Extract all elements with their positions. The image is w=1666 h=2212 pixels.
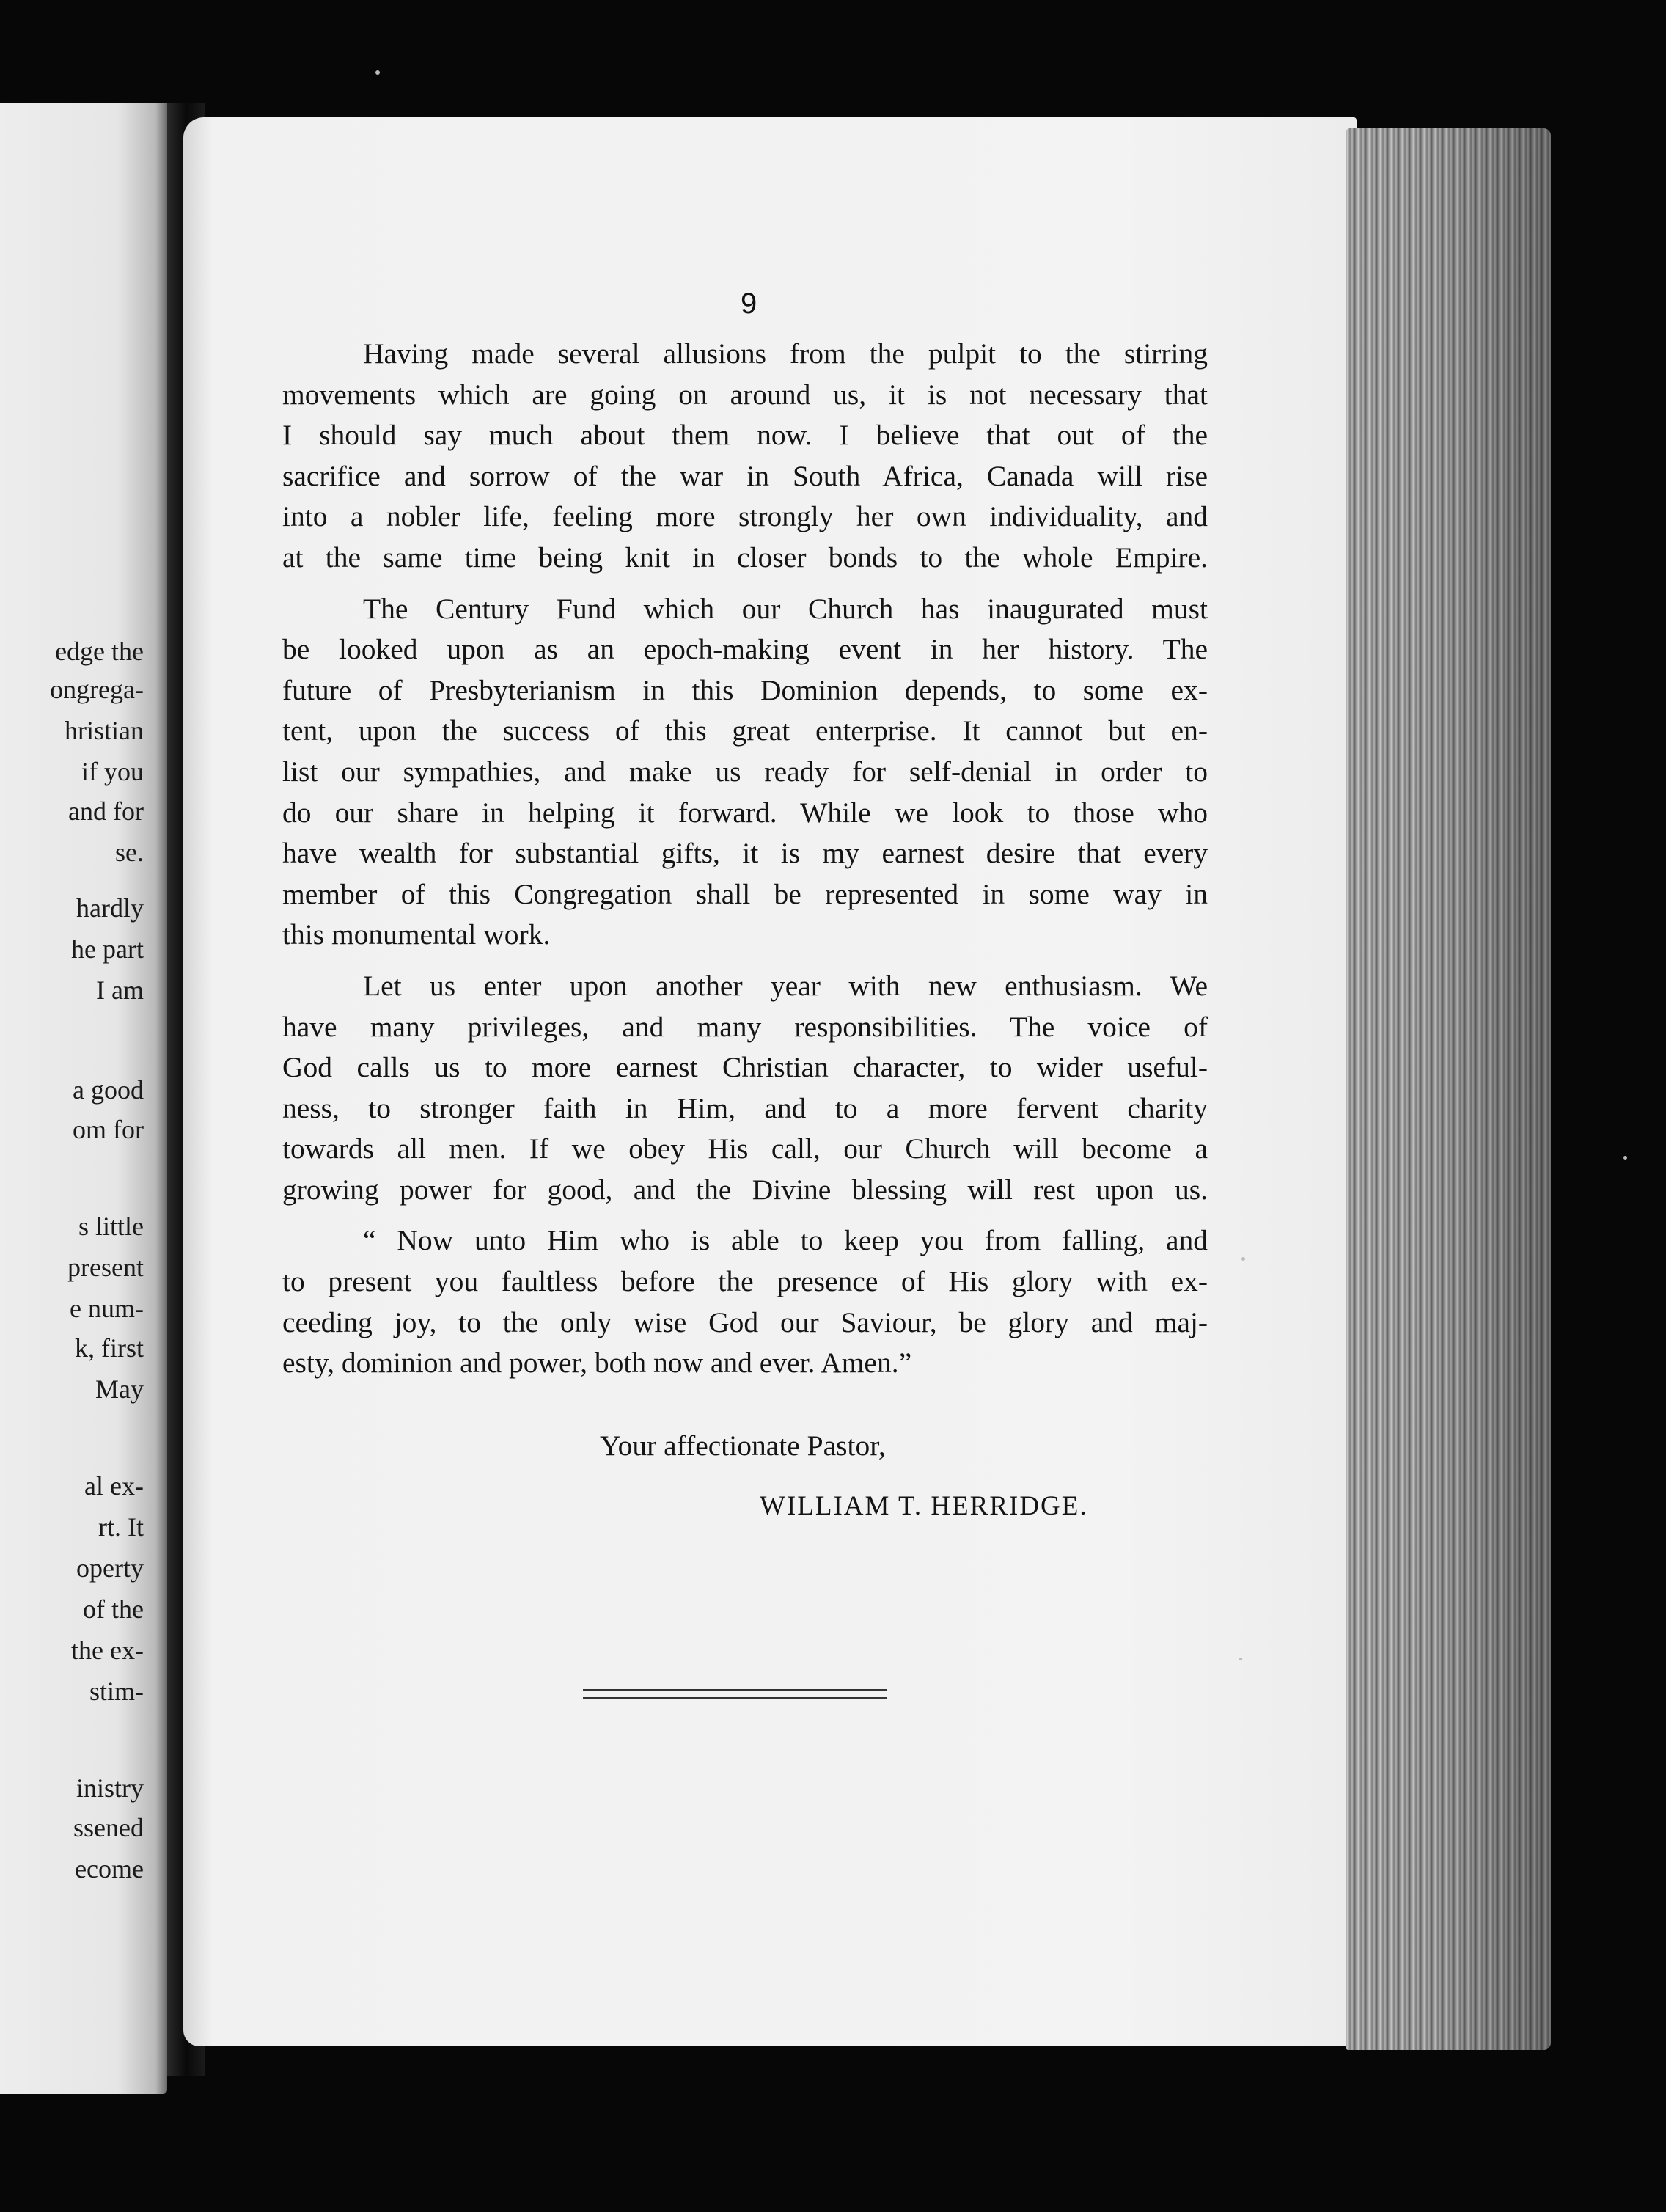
text-line: esty, dominion and power, both now and ever. Amen.”	[282, 1347, 912, 1380]
left-page-line: and for	[68, 796, 144, 826]
speck	[1623, 1156, 1627, 1160]
left-page-line: May	[95, 1374, 144, 1404]
paragraph-war	[282, 334, 1208, 579]
speck	[1241, 1257, 1245, 1261]
left-page-line: if you	[81, 757, 144, 786]
double-rule-top	[583, 1689, 887, 1691]
left-page-line: of the	[83, 1594, 144, 1624]
text-line: sacrifice and sorrow of the war in South Africa, Canada will rise	[282, 459, 1208, 492]
text-line: Let us enter upon another year with new enthusiasm. We	[363, 969, 1208, 1002]
text-line: be looked upon as an epoch-making event in her history. The	[282, 633, 1208, 666]
left-page-line: om for	[73, 1115, 144, 1144]
text-line: list our sympathies, and make us ready for self-denial in order to	[282, 755, 1208, 788]
left-page-line: a good	[73, 1075, 144, 1105]
text-line: do our share in helping it forward. While we look to those who	[282, 796, 1208, 829]
left-page-line: I am	[96, 975, 144, 1005]
paragraph-new-year	[282, 966, 1208, 1211]
page-number: 9	[741, 288, 757, 320]
left-page-line: the ex-	[71, 1636, 144, 1665]
text-line: to present you faultless before the presence of His glory with ex-	[282, 1265, 1208, 1298]
text-line: this monumental work.	[282, 918, 551, 951]
text-line: ceeding joy, to the only wise God our Saviour, be glory and maj-	[282, 1305, 1208, 1338]
text-line: Having made several allusions from the pulpit to the stirring	[363, 337, 1208, 370]
left-page-line: ssened	[73, 1813, 144, 1842]
left-page-line: k, first	[75, 1333, 144, 1363]
letter-body	[282, 334, 1208, 1394]
left-page-line: ecome	[75, 1854, 144, 1883]
left-page-line: ongrega-	[50, 675, 144, 704]
paragraph-doxology	[282, 1220, 1208, 1383]
closing-line: Your affectionate Pastor,	[600, 1429, 886, 1462]
paragraph-century-fund	[282, 589, 1208, 956]
left-page-line: s little	[78, 1212, 144, 1241]
left-page-line: present	[67, 1253, 144, 1282]
text-line: tent, upon the success of this great enterprise. It cannot but en-	[282, 714, 1208, 747]
text-line: have many privileges, and many responsibilities. The voice of	[282, 1010, 1208, 1043]
signature-name: WILLIAM T. HERRIDGE.	[760, 1491, 1088, 1521]
text-line: God calls us to more earnest Christian character, to wider useful-	[282, 1051, 1208, 1084]
text-line: I should say much about them now. I believe that out of the	[282, 419, 1208, 452]
left-page-line: rt. It	[98, 1512, 144, 1542]
left-page-line: al ex-	[84, 1471, 144, 1501]
left-page-line: se.	[115, 838, 144, 867]
left-page-line: hristian	[65, 716, 144, 745]
left-page-line: stim-	[89, 1677, 144, 1706]
left-page-line: edge the	[55, 637, 144, 666]
text-line: movements which are going on around us, it is not necessary that	[282, 378, 1208, 411]
left-page-line: inistry	[76, 1773, 144, 1803]
text-line: “ Now unto Him who is able to keep you from falling, and	[363, 1224, 1208, 1257]
left-page-line: he part	[71, 934, 144, 964]
text-line: ness, to stronger faith in Him, and to a more fervent charity	[282, 1091, 1208, 1124]
left-page-line: hardly	[76, 893, 144, 923]
speck	[1239, 1658, 1242, 1660]
left-page-line: operty	[76, 1553, 144, 1583]
text-line: into a nobler life, feeling more strongly her own individuality, and	[282, 500, 1208, 533]
double-rule-bottom	[583, 1697, 887, 1699]
text-line: future of Presbyterianism in this Dominion depends, to some ex-	[282, 673, 1208, 706]
text-line: have wealth for substantial gifts, it is my earnest desire that every	[282, 837, 1208, 870]
left-page-line: e num-	[70, 1294, 144, 1323]
text-line: growing power for good, and the Divine blessing will rest upon us.	[282, 1173, 1208, 1206]
speck	[375, 70, 380, 75]
text-line: The Century Fund which our Church has inaugurated must	[363, 592, 1208, 625]
text-line: member of this Congregation shall be represented in some way in	[282, 877, 1208, 910]
page-edges-shadow	[1346, 128, 1551, 2050]
left-page-fragment	[0, 103, 167, 2094]
text-line: towards all men. If we obey His call, our Church will become a	[282, 1132, 1208, 1165]
text-line: at the same time being knit in closer bonds to the whole Empire.	[282, 541, 1208, 574]
